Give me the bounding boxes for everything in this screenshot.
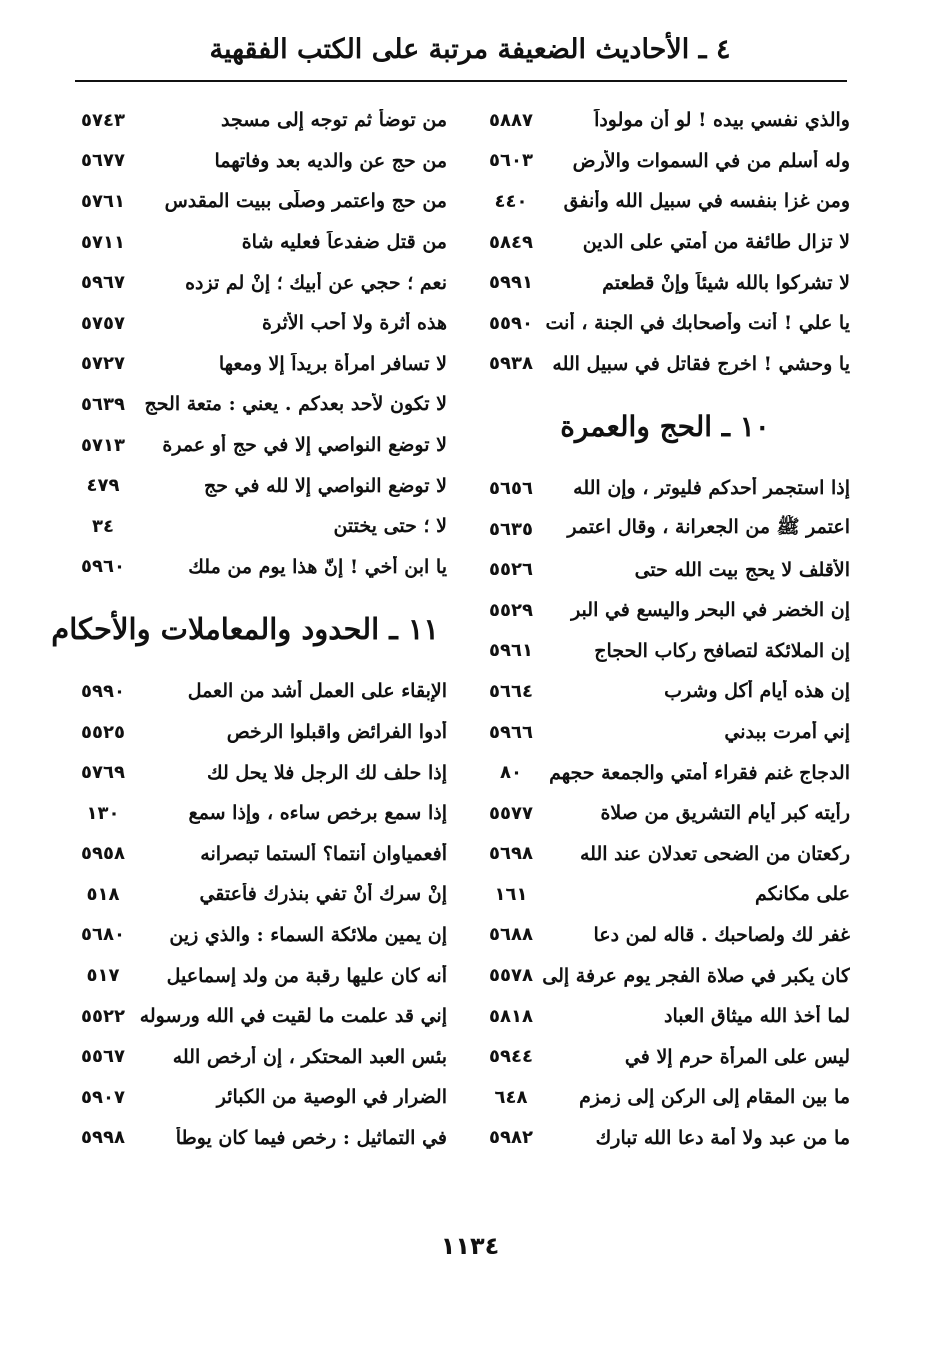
entry-text: أنه كان عليها رقبة من ولد إسماعيل	[166, 964, 447, 987]
entry-text: هذه أثرة ولا أحب الأثرة	[262, 312, 447, 335]
entry-number: ٥٦٣٩	[81, 393, 125, 415]
index-entry	[480, 100, 850, 141]
index-entry	[480, 955, 850, 996]
index-entry	[72, 303, 447, 344]
index-entry	[480, 222, 850, 263]
entry-text: لا تزال طائفة من أمتي على الدين	[582, 231, 850, 254]
index-entry	[480, 1077, 850, 1118]
entry-text: من حج عن والديه بعد وفاتهما	[214, 149, 447, 172]
index-entry	[72, 752, 447, 793]
index-entry	[72, 712, 447, 753]
entry-text: ما بين المقام إلى الركن إلى زمزم	[579, 1086, 850, 1109]
entry-number: ٥٩٣٨	[489, 353, 533, 375]
index-entry	[480, 793, 850, 834]
index-entry	[480, 834, 850, 875]
entry-number: ١٦١	[494, 883, 528, 905]
entry-text: لا ؛ حتى يختتن	[333, 515, 447, 538]
entry-number: ٤٤٠	[494, 190, 528, 212]
entry-text: إذا سمع برخص ساءه ، وإذا سمع	[188, 802, 447, 825]
right-column	[480, 100, 850, 1158]
entry-number: ٥٦٠٣	[489, 150, 533, 172]
index-entry	[480, 996, 850, 1037]
entry-text: إني أمرت ببدني	[724, 721, 850, 744]
entry-number: ٥٦٦٤	[489, 680, 533, 702]
index-entry	[480, 1118, 850, 1159]
index-entry	[72, 262, 447, 303]
entry-text: ليس على المرأة حرم إلا في	[624, 1045, 850, 1068]
index-entry	[480, 712, 850, 753]
entry-number: ٥٦٥٦	[489, 477, 533, 499]
index-entry	[72, 996, 447, 1037]
header-rule	[75, 80, 847, 82]
index-entry	[480, 509, 850, 550]
entry-number: ٥٦٨٠	[81, 924, 125, 946]
entry-text: نعم ؛ حجي عن أبيك ؛ إنْ لم تزده	[185, 271, 447, 294]
index-entry	[480, 874, 850, 915]
index-entry	[72, 384, 447, 425]
index-entry	[480, 549, 850, 590]
entry-text: رأيته كبر أيام التشريق من صلاة	[600, 802, 850, 825]
entry-number: ٥٧١٣	[81, 434, 125, 456]
index-entry	[72, 834, 447, 875]
section-heading-hudud: ١١ ـ الحدود والمعاملات والأحكام	[51, 612, 439, 647]
entry-text: إنْ سرك أنْ تفي بنذرك فأعتقي	[199, 883, 447, 906]
index-entry	[480, 671, 850, 712]
entry-number: ٥٩٨٢	[489, 1127, 533, 1149]
index-entry	[480, 631, 850, 672]
index-entry	[72, 100, 447, 141]
entry-number: ٥٧٦١	[81, 190, 125, 212]
index-entry	[72, 425, 447, 466]
section-heading-hajj: ١٠ ـ الحج والعمرة	[560, 409, 770, 443]
left-column	[51, 100, 447, 1158]
index-entry	[72, 141, 447, 182]
index-entry	[72, 1118, 447, 1159]
entry-text: إذا استجمر أحدكم فليوتر ، وإن الله	[573, 477, 850, 500]
entry-text: غفر لك ولصاحبك . قاله لمن دعا	[593, 923, 850, 946]
entry-number: ٥٥٢٦	[489, 559, 533, 581]
entry-number: ٥٦٣٥	[489, 518, 533, 540]
index-entry	[72, 671, 447, 712]
entry-text: في التماثيل : رخص فيما كان يوطأ	[175, 1126, 447, 1149]
index-entry	[480, 344, 850, 385]
entry-number: ٥٩٦١	[489, 640, 533, 662]
entry-number: ٥٦٧٧	[81, 150, 125, 172]
index-entry	[72, 547, 447, 588]
entry-number: ٦٤٨	[494, 1086, 528, 1108]
index-entry	[72, 793, 447, 834]
index-entry	[480, 1036, 850, 1077]
entry-text: يا وحشي ! اخرج فقاتل في سبيل الله	[552, 352, 850, 375]
index-entry	[480, 915, 850, 956]
entry-text: لا تسافر امرأة بريداً إلا ومعها	[218, 352, 447, 375]
entry-text: إني قد علمت ما لقيت في الله ورسوله	[139, 1005, 447, 1028]
entry-number: ٥٩٩١	[489, 272, 533, 294]
index-entry	[72, 874, 447, 915]
entry-text: يا علي ! أنت وأصحابك في الجنة ، أنت	[545, 312, 850, 335]
entry-text: إن هذه أيام أكل وشرب	[664, 680, 850, 703]
entry-number: ٥٥٢٢	[81, 1005, 125, 1027]
entry-number: ٥٥٧٧	[489, 802, 533, 824]
entry-text: ركعتان من الضحى تعدلان عند الله	[579, 842, 850, 865]
entry-text: ما من عبد ولا أمة دعا الله تبارك	[595, 1126, 850, 1149]
entry-text: الدجاج غنم فقراء أمتي والجمعة حجهم	[549, 761, 850, 784]
entry-number: ٥٥٢٥	[81, 721, 125, 743]
entry-text: وله أسلم من في السموات والأرض	[572, 149, 850, 172]
entry-number: ٥٩٦٦	[489, 721, 533, 743]
entry-text: ومن غزا بنفسه في سبيل الله وأنفق	[563, 190, 850, 213]
entry-text: من حج واعتمر وصلّى ببيت المقدس	[164, 190, 447, 213]
entry-number: ٣٤	[92, 515, 114, 537]
entry-number: ٥٩٦٠	[81, 556, 125, 578]
index-entry	[480, 141, 850, 182]
index-entry	[72, 344, 447, 385]
entry-number: ٥٩٥٨	[81, 843, 125, 865]
entry-number: ٥٨١٨	[489, 1005, 533, 1027]
entry-number: ٥٨٨٧	[489, 109, 533, 131]
entry-text: من توضأ ثم توجه إلى مسجد	[221, 109, 447, 132]
entry-number: ٤٧٩	[86, 475, 120, 497]
index-entry	[480, 468, 850, 509]
entry-number: ٥٧٤٣	[81, 109, 125, 131]
index-entry	[72, 915, 447, 956]
entry-text: بئس العبد المحتكر ، إن أرخص الله	[172, 1045, 447, 1068]
entry-number: ٥١٧	[86, 965, 120, 987]
entry-text: اعتمر ﷺ من الجعرانة ، وقال اعتمر	[567, 516, 850, 539]
entry-number: ١٣٠	[86, 802, 120, 824]
entry-text: لا توضع النواصي إلا لله في حج	[203, 474, 447, 497]
entry-text: إذا حلف لك الرجل فلا يحل لك	[206, 761, 447, 784]
index-entry	[480, 303, 850, 344]
entry-number: ٥٩٠٧	[81, 1086, 125, 1108]
entry-text: أدوا الفرائض واقبلوا الرخص	[226, 721, 447, 744]
entry-text: على مكانكم	[755, 883, 850, 906]
entry-number: ٥٩٩٨	[81, 1127, 125, 1149]
entry-text: الإبقاء على العمل أشد من العمل	[187, 680, 447, 703]
entry-number: ٥٥٩٠	[489, 312, 533, 334]
entry-text: إن الملائكة لتصافح ركاب الحجاج	[594, 639, 850, 662]
entry-number: ٥٧٢٧	[81, 353, 125, 375]
entry-text: إن الخضر في البحر واليسع في البر	[571, 599, 850, 622]
entry-number: ٥٥٦٧	[81, 1046, 125, 1068]
entry-text: لما أخذ الله ميثاق العباد	[664, 1005, 850, 1028]
index-entry	[72, 955, 447, 996]
running-header: ٤ ـ الأحاديث الضعيفة مرتبة على الكتب الفقهية	[209, 34, 731, 65]
entry-number: ٨٠	[500, 762, 522, 784]
entry-text: يا ابن أخي ! إنّ هذا يوم من ملك	[188, 555, 447, 578]
index-entry	[72, 506, 447, 547]
entry-number: ٥١٨	[86, 883, 120, 905]
entry-number: ٥٩٩٠	[81, 680, 125, 702]
index-entry	[72, 465, 447, 506]
entry-text: إن يمين ملائكة السماء : والذي زين	[169, 923, 447, 946]
entry-number: ٥٧١١	[81, 231, 125, 253]
index-entry	[72, 1077, 447, 1118]
entry-text: الضرار في الوصية من الكبائر	[216, 1086, 447, 1109]
entry-text: الأقلف لا يحج بيت الله حتى	[634, 558, 850, 581]
entry-number: ٥٩٤٤	[489, 1046, 533, 1068]
entry-text: كان يكبر في صلاة الفجر يوم عرفة إلى	[542, 964, 850, 987]
entry-number: ٥٦٨٨	[489, 924, 533, 946]
index-entry	[480, 262, 850, 303]
entry-text: لا تكون لأحد بعدكم . يعني : متعة الحج	[144, 393, 447, 416]
index-entry	[480, 181, 850, 222]
index-entry	[480, 752, 850, 793]
index-entry	[72, 1036, 447, 1077]
entry-number: ٥٥٧٨	[489, 965, 533, 987]
index-entry	[72, 222, 447, 263]
entry-text: لا توضع النواصي إلا في حج أو عمرة	[162, 434, 447, 457]
index-entry	[480, 590, 850, 631]
entry-number: ٥٦٩٨	[489, 843, 533, 865]
entry-text: أفعمياوان أنتما؟ ألستما تبصرانه	[200, 842, 447, 865]
entry-text: من قتل ضفدعاً فعليه شاة	[241, 231, 447, 254]
entry-number: ٥٥٢٩	[489, 599, 533, 621]
entry-number: ٥٨٤٩	[489, 231, 533, 253]
index-entry	[72, 181, 447, 222]
entry-number: ٥٩٦٧	[81, 272, 125, 294]
page-number: ١١٣٤	[440, 1232, 500, 1260]
entry-text: والذي نفسي بيده ! لو أن مولوداً	[594, 109, 850, 132]
entry-text: لا تشركوا بالله شيئاً وإنْ قطعتم	[602, 271, 850, 294]
entry-number: ٥٧٦٩	[81, 762, 125, 784]
entry-number: ٥٧٥٧	[81, 312, 125, 334]
